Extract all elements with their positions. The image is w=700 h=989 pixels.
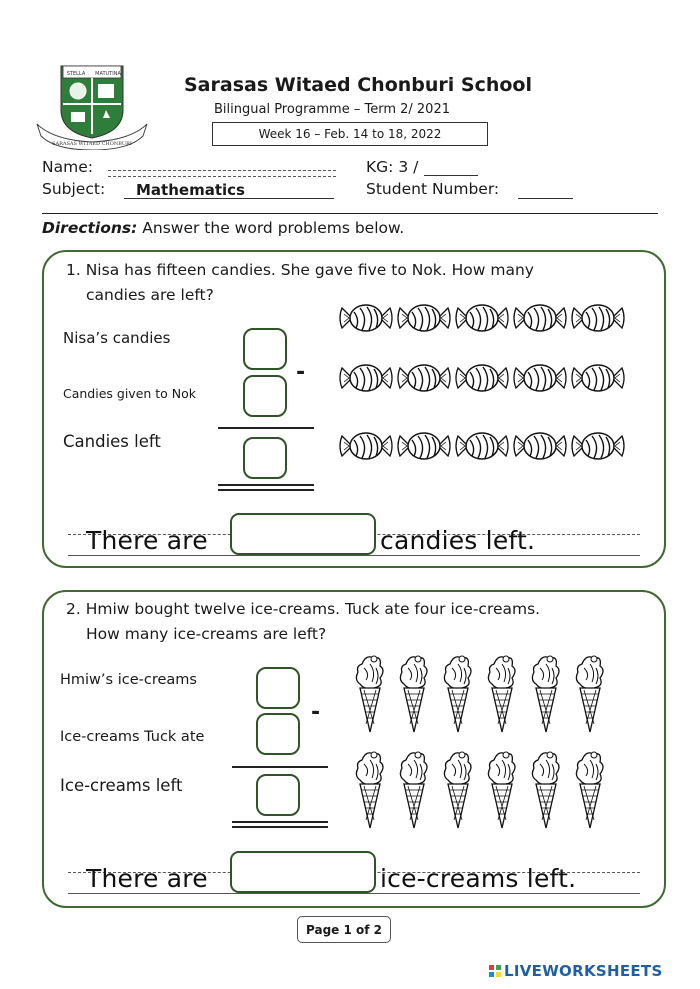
student-number-label: Student Number: — [366, 180, 500, 198]
p2-answer-box-2[interactable] — [256, 713, 300, 755]
ice-cream-grid — [340, 648, 620, 844]
svg-text:SARASAS WITAED CHONBURI: SARASAS WITAED CHONBURI — [52, 141, 132, 147]
p1-answer-box-3[interactable] — [243, 437, 287, 479]
student-number-field[interactable] — [518, 198, 573, 199]
ice-cream-icon — [576, 752, 603, 828]
problem-1-line-2: candies are left? — [86, 286, 214, 304]
candy-icon — [514, 433, 566, 459]
p1-sentence-end: candies left. — [380, 526, 536, 555]
candy-row-3 — [340, 433, 624, 459]
candy-icon — [572, 305, 624, 331]
problem-1-row-3-label: Candies left — [63, 432, 161, 451]
candy-icon — [572, 433, 624, 459]
p1-sentence-start: There are — [86, 526, 208, 555]
ice-cream-icon — [444, 656, 471, 732]
ice-cream-icon — [400, 752, 427, 828]
problem-2-row-3-label: Ice-creams left — [60, 776, 183, 795]
ice-cream-icon — [444, 752, 471, 828]
brand-name: LIVEWORKSHEETS — [504, 962, 663, 980]
directions-label: Directions: — [42, 219, 138, 237]
problem-1-line-1: 1. Nisa has fifteen candies. She gave five to Nok. How many — [66, 261, 534, 279]
svg-text:STELLA: STELLA — [66, 71, 86, 77]
p2-answer-box-1[interactable] — [256, 667, 300, 709]
candy-icon — [340, 433, 392, 459]
p1-answer-box-2[interactable] — [243, 375, 287, 417]
candy-icon — [456, 305, 508, 331]
p2-base-guide — [68, 893, 640, 894]
name-field[interactable] — [108, 170, 336, 171]
candy-icon — [398, 305, 450, 331]
p1-double-rule-2 — [218, 489, 314, 491]
page-label: Page 1 of 2 — [306, 922, 382, 937]
name-field-underline — [108, 176, 336, 177]
problem-1-row-1-label: Nisa’s candies — [63, 329, 171, 347]
candy-icon — [456, 365, 508, 391]
school-logo — [33, 62, 151, 150]
ice-cream-icon — [532, 752, 559, 828]
problem-2-row-1-label: Hmiw’s ice-creams — [60, 672, 197, 688]
liveworksheets-logo[interactable] — [489, 962, 663, 980]
p2-answer-blank[interactable] — [230, 851, 376, 893]
problem-2-line-1: 2. Hmiw bought twelve ice-creams. Tuck ate four ice-creams. — [66, 600, 541, 618]
kg-label: KG: 3 / — [366, 158, 419, 176]
week-label: Week 16 – Feb. 14 to 18, 2022 — [258, 127, 442, 141]
ice-cream-icon — [532, 656, 559, 732]
p2-equals-rule — [232, 766, 328, 768]
page-indicator — [297, 916, 391, 943]
directions — [42, 219, 404, 237]
kg-field[interactable] — [424, 175, 478, 176]
week-box — [212, 122, 488, 146]
candy-row-1 — [340, 305, 624, 331]
subject-label: Subject: — [42, 180, 106, 198]
candy-icon — [398, 365, 450, 391]
header-divider — [42, 213, 658, 214]
brand-icon — [489, 963, 501, 975]
p2-answer-box-3[interactable] — [256, 774, 300, 816]
subject-value: Mathematics — [136, 181, 245, 199]
candy-row-2 — [340, 365, 624, 391]
candy-icon — [572, 365, 624, 391]
ice-cream-icon — [576, 656, 603, 732]
ice-cream-icon — [400, 656, 427, 732]
ice-cream-icon — [356, 656, 383, 732]
p1-minus-sign: - — [296, 360, 306, 385]
ice-cream-icon — [356, 752, 383, 828]
p1-answer-blank[interactable] — [230, 513, 376, 555]
p2-minus-sign: - — [311, 700, 321, 725]
school-name: Sarasas Witaed Chonburi School — [184, 74, 532, 96]
problem-2-row-2-label: Ice-creams Tuck ate — [60, 729, 205, 745]
p2-double-rule-1 — [232, 821, 328, 823]
candy-icon — [456, 433, 508, 459]
problem-1-row-2-label: Candies given to Nok — [63, 386, 197, 401]
candy-grid — [330, 300, 630, 490]
svg-text:MATUTINA: MATUTINA — [95, 71, 121, 77]
programme-title: Bilingual Programme – Term 2/ 2021 — [214, 102, 450, 117]
problem-2-line-2: How many ice-creams are left? — [86, 625, 327, 643]
p1-double-rule-1 — [218, 484, 314, 486]
candy-icon — [340, 365, 392, 391]
ice-cream-row-2 — [356, 752, 603, 828]
candy-icon — [514, 365, 566, 391]
ice-cream-icon — [488, 752, 515, 828]
p1-base-guide — [68, 555, 640, 556]
p1-answer-box-1[interactable] — [243, 328, 287, 370]
candy-icon — [340, 305, 392, 331]
ice-cream-row-1 — [356, 656, 603, 732]
candy-icon — [398, 433, 450, 459]
name-label: Name: — [42, 158, 93, 176]
p2-sentence-start: There are — [86, 864, 208, 893]
candy-icon — [514, 305, 566, 331]
p2-sentence-end: ice-creams left. — [380, 864, 577, 893]
ice-cream-icon — [488, 656, 515, 732]
directions-text: Answer the word problems below. — [137, 219, 405, 237]
p1-equals-rule — [218, 427, 314, 429]
p2-double-rule-2 — [232, 826, 328, 828]
